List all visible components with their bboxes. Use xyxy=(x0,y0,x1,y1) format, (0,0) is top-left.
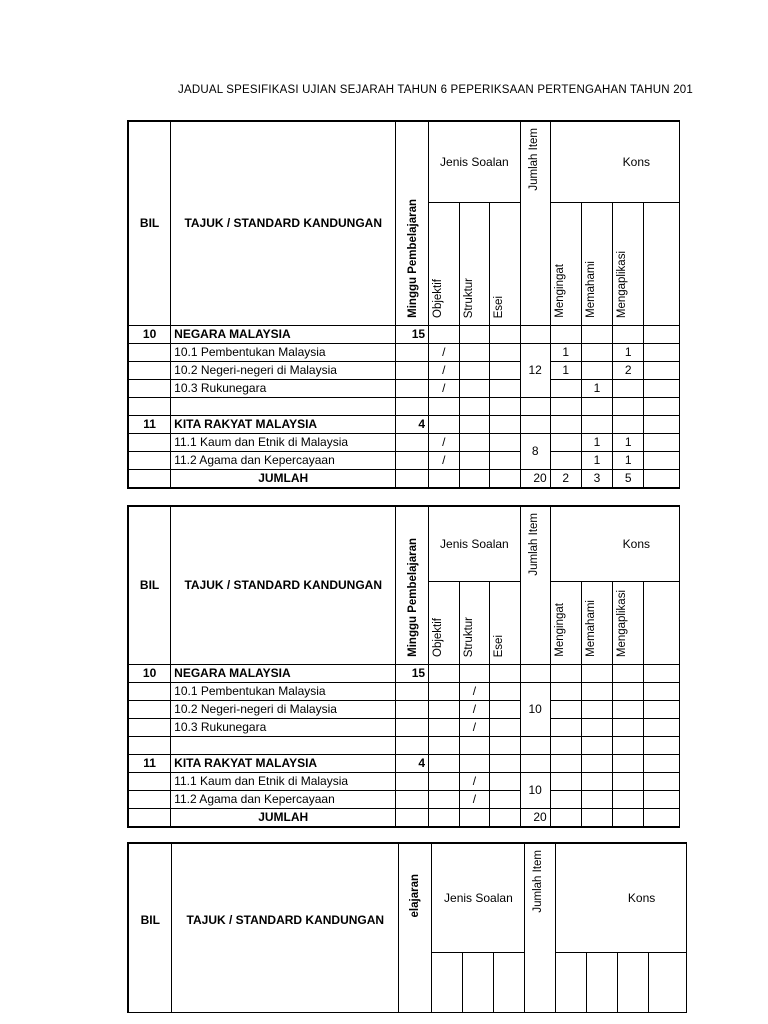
mengingat-header: Mengingat xyxy=(550,582,581,665)
table-row: 11 KITA RAKYAT MALAYSIA 4 xyxy=(128,416,680,434)
item-count: 8 xyxy=(520,434,550,470)
table-row: 10.3 Rukunegara / xyxy=(128,719,680,737)
jumlah-item-header: Jumlah Item xyxy=(520,506,550,665)
table-row xyxy=(128,398,680,416)
table-row: 10 NEGARA MALAYSIA 15 xyxy=(128,326,680,344)
minggu-header: Minggu Pembelajaran xyxy=(396,506,429,665)
table-row: 10.2 Negeri-negeri di Malaysia / xyxy=(128,701,680,719)
item-count: 10 xyxy=(520,683,550,737)
minggu-header: Minggu Pembelajaran xyxy=(396,121,429,326)
table-row: 10.3 Rukunegara / 1 xyxy=(128,380,680,398)
table-row xyxy=(128,737,680,755)
struktur-header: Struktur xyxy=(459,582,490,665)
jenis-soalan-header: Jenis Soalan xyxy=(429,506,521,582)
mengingat-header: Mengingat xyxy=(550,203,581,326)
tajuk-header: TAJUK / STANDARD KANDUNGAN xyxy=(171,506,396,665)
tajuk-header: TAJUK / STANDARD KANDUNGAN xyxy=(172,843,399,1013)
mengaplikasi-header: Mengaplikasi xyxy=(613,203,644,326)
tajuk-header: TAJUK / STANDARD KANDUNGAN xyxy=(171,121,396,326)
spec-table-2 xyxy=(127,505,680,828)
esei-header: Esei xyxy=(490,203,521,326)
item-count: 12 xyxy=(520,344,550,398)
table-row: 10.1 Pembentukan Malaysia / 12 1 1 xyxy=(128,344,680,362)
table-row: 10.1 Pembentukan Malaysia / 10 xyxy=(128,683,680,701)
jumlah-item-header: Jumlah Item xyxy=(525,843,556,1013)
bil-header: BIL xyxy=(128,843,172,1013)
jumlah-row: JUMLAH 20 2 3 5 xyxy=(128,470,680,489)
minggu-header: elajaran xyxy=(399,843,432,1013)
bil-header: BIL xyxy=(128,506,171,665)
spec-table-3 xyxy=(127,842,687,927)
table-row: 11.1 Kaum dan Etnik di Malaysia / 10 xyxy=(128,773,680,791)
objektif-header: Objektif xyxy=(429,203,460,326)
konstruk-header: Kons xyxy=(555,843,686,953)
table-row: 10.2 Negeri-negeri di Malaysia / 1 2 xyxy=(128,362,680,380)
jenis-soalan-header: Jenis Soalan xyxy=(429,121,521,203)
table-row: 11 KITA RAKYAT MALAYSIA 4 xyxy=(128,755,680,773)
jenis-soalan-header: Jenis Soalan xyxy=(432,843,525,953)
memahami-header: Memahami xyxy=(581,582,612,665)
mengaplikasi-header: Mengaplikasi xyxy=(613,582,644,665)
table-row: 11.2 Agama dan Kepercayaan / 1 1 xyxy=(128,452,680,470)
objektif-header: Objektif xyxy=(429,582,460,665)
struktur-header: Struktur xyxy=(459,203,490,326)
memahami-header: Memahami xyxy=(581,203,612,326)
table-row: 11.1 Kaum dan Etnik di Malaysia / 8 1 1 xyxy=(128,434,680,452)
konstruk-header: Kons xyxy=(550,121,679,203)
jumlah-item-header: Jumlah Item xyxy=(520,121,550,326)
table-row: 11.2 Agama dan Kepercayaan / xyxy=(128,791,680,809)
bil-header: BIL xyxy=(128,121,171,326)
esei-header: Esei xyxy=(490,582,521,665)
jumlah-row: JUMLAH 20 xyxy=(128,809,680,828)
spec-table-1 xyxy=(127,120,680,489)
item-count: 10 xyxy=(520,773,550,809)
document-title: JADUAL SPESIFIKASI UJIAN SEJARAH TAHUN 6 PEPERIKSAAN PERTENGAHAN TAHUN 201 xyxy=(178,84,693,96)
table-row: 10 NEGARA MALAYSIA 15 xyxy=(128,665,680,683)
konstruk-header: Kons xyxy=(550,506,679,582)
